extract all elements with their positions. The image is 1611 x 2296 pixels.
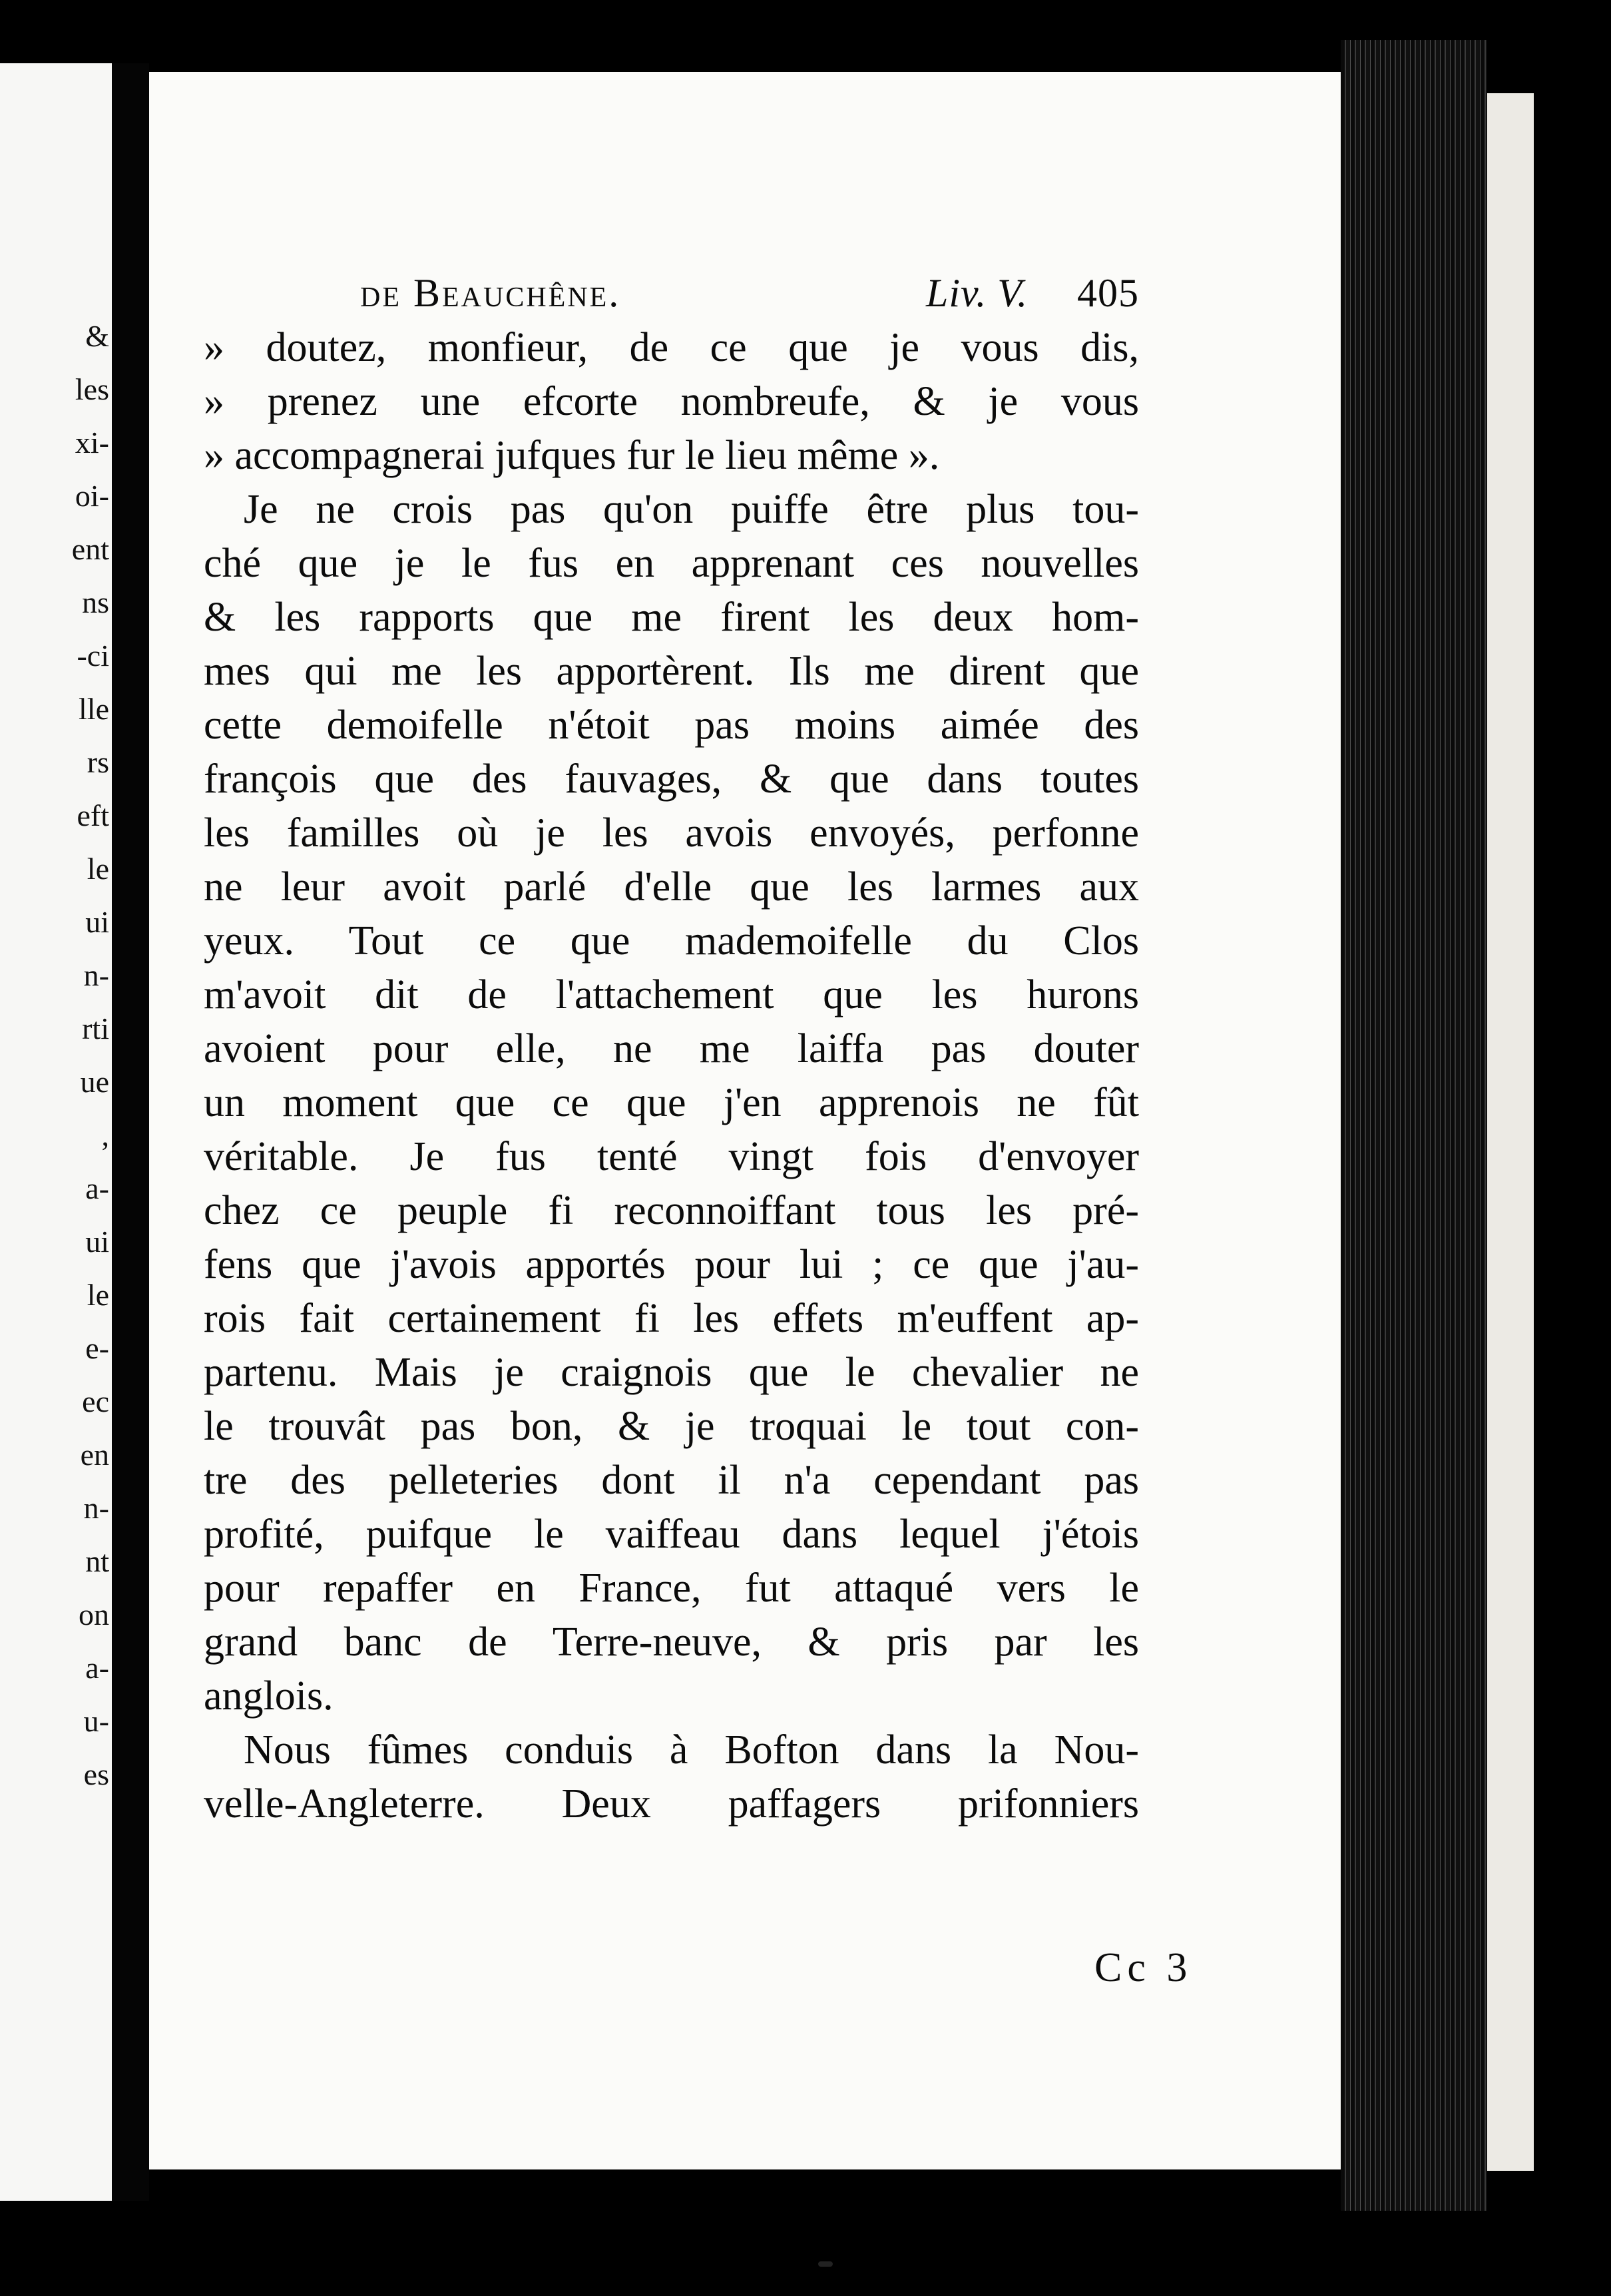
text-line: mes qui me les apportèrent. Ils me dirent que — [204, 649, 1139, 694]
book-gutter — [112, 63, 149, 2201]
text-line: un moment que ce que j'en apprenois ne fût — [204, 1080, 1139, 1125]
text-line: » accompagnerai jufques fur le lieu même ». — [204, 433, 940, 478]
text-line: véritable. Je fus tenté vingt fois d'envoyer — [204, 1134, 1139, 1179]
ink-speck — [818, 2261, 833, 2267]
facing-page-text — [72, 310, 109, 1801]
text-line: chez ce peuple fi reconnoiffant tous les pré- — [204, 1188, 1139, 1233]
book-page — [149, 72, 1341, 2169]
running-title: de Beauchêne. — [360, 271, 621, 315]
facing-page-fragment: ui — [85, 905, 109, 939]
facing-page-fragment: eft — [77, 798, 109, 832]
text-line: pour repaffer en France, fut attaqué vers le — [204, 1566, 1139, 1611]
facing-page-fragment: oi- — [75, 479, 109, 513]
facing-page-fragment: on — [79, 1597, 109, 1631]
text-line: m'avoit dit de l'attachement que les hurons — [204, 972, 1139, 1017]
facing-page-fragment: n- — [83, 1491, 109, 1525]
facing-page-fragment: ns — [82, 585, 109, 619]
text-line: yeux. Tout ce que mademoifelle du Clos — [204, 918, 1139, 964]
page-text — [204, 270, 1139, 1831]
text-line: avoient pour elle, ne me laiffa pas douter — [204, 1026, 1139, 1071]
text-line: grand banc de Terre-neuve, & pris par les — [204, 1619, 1139, 1665]
facing-page-fragment: & — [85, 319, 109, 353]
text-line: velle-Angleterre. Deux paffagers prifonniers — [204, 1781, 1139, 1827]
text-line: » doutez, monfieur, de ce que je vous dis, — [204, 325, 1139, 370]
facing-page-fragment: le — [87, 1278, 109, 1312]
facing-page-fragment: ent — [71, 532, 109, 566]
cover-edge — [1487, 93, 1534, 2171]
page-edges — [1341, 40, 1487, 2211]
facing-page-fragment: ue — [80, 1065, 109, 1099]
text-line: fens que j'avois apportés pour lui ; ce que j'au- — [204, 1242, 1139, 1287]
facing-page-fragment: nt — [85, 1544, 109, 1578]
text-line: profité, puifque le vaiffeau dans lequel j'étois — [204, 1512, 1139, 1557]
facing-page-fragment: es — [83, 1757, 109, 1791]
facing-page-fragment: rti — [82, 1011, 109, 1045]
facing-page-fragment: n- — [83, 958, 109, 992]
facing-page-fragment: -ci — [77, 639, 109, 673]
text-line: & les rapports que me firent les deux hom- — [204, 595, 1139, 640]
facing-page-fragment: ec — [82, 1384, 109, 1418]
text-line: cette demoifelle n'étoit pas moins aimée des — [204, 703, 1139, 748]
facing-page-fragment: en — [80, 1438, 109, 1472]
facing-page-fragment: a- — [85, 1651, 109, 1685]
facing-page-fragment: , — [101, 1118, 109, 1152]
facing-page-fragment: xi- — [75, 426, 109, 459]
facing-page-edge — [0, 63, 112, 2201]
text-line: ne leur avoit parlé d'elle que les larmes aux — [204, 864, 1139, 910]
facing-page-fragment: a- — [85, 1171, 109, 1205]
text-line: ché que je le fus en apprenant ces nouvelles — [204, 541, 1139, 586]
facing-page-fragment: u- — [83, 1704, 109, 1738]
text-line: partenu. Mais je craignois que le chevalier ne — [204, 1350, 1139, 1395]
body-text — [204, 321, 1139, 1831]
facing-page-fragment: lle — [79, 692, 109, 726]
signature-mark: Cc 3 — [1094, 1945, 1193, 1990]
facing-page-fragment: le — [87, 852, 109, 886]
text-line: rois fait certainement fi les effets m'euffent ap- — [204, 1296, 1139, 1341]
facing-page-fragment: rs — [87, 745, 109, 779]
text-line: tre des pelleteries dont il n'a cependant pas — [204, 1458, 1139, 1503]
running-header — [204, 270, 1139, 321]
text-line: les familles où je les avois envoyés, perfonne — [204, 810, 1139, 856]
text-line: Je ne crois pas qu'on puiffe être plus tou- — [244, 487, 1139, 532]
text-line: » prenez une efcorte nombreufe, & je vous — [204, 379, 1139, 424]
book-number: Liv. V. — [926, 271, 1029, 315]
text-line: anglois. — [204, 1673, 334, 1719]
facing-page-fragment: ui — [85, 1225, 109, 1259]
text-line: françois que des fauvages, & que dans toutes — [204, 756, 1139, 802]
text-line: le trouvât pas bon, & je troquai le tout con- — [204, 1404, 1139, 1449]
facing-page-fragment: e- — [85, 1331, 109, 1365]
facing-page-fragment: les — [75, 372, 109, 406]
page-number: 405 — [1077, 271, 1139, 315]
text-line: Nous fûmes conduis à Bofton dans la Nou- — [244, 1727, 1139, 1773]
